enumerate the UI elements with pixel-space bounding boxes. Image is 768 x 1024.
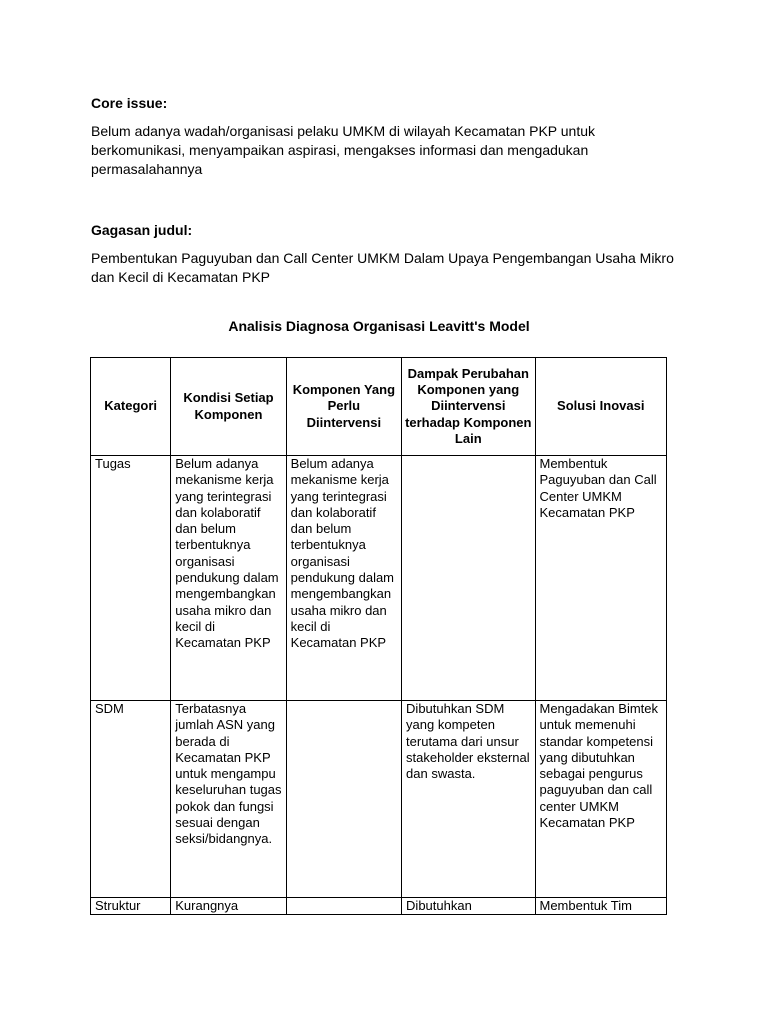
cell-text: Mengadakan Bimtek untuk memenuhi standar kompetensi yang dibutuhkan sebagai pengurus paguyuban dan call center UMKM Kecamatan PKP bbox=[539, 701, 659, 831]
cell-kategori bbox=[91, 898, 171, 915]
header-komponen: Komponen Yang Perlu Diintervensi bbox=[286, 358, 401, 456]
cell-text: Belum adanya mekanisme kerja yang terintegrasi dan kolaboratif dan belum terbentuknya organisasi pendukung dalam mengembangkan usaha mikro dan kecil di Kecamatan PKP bbox=[175, 456, 279, 651]
cell-kondisi bbox=[171, 701, 286, 898]
header-solusi: Solusi Inovasi bbox=[535, 358, 667, 456]
cell-text: Membentuk Paguyuban dan Call Center UMKM Kecamatan PKP bbox=[539, 456, 657, 520]
gagasan-heading: Gagasan judul: bbox=[91, 222, 193, 238]
cell-text: Dibutuhkan bbox=[406, 898, 472, 913]
core-issue-heading: Core issue: bbox=[91, 95, 168, 111]
cell-komponen bbox=[286, 898, 401, 915]
table-row bbox=[91, 898, 667, 915]
cell-kondisi bbox=[171, 456, 286, 701]
cell-text: Terbatasnya jumlah ASN yang berada di Kecamatan PKP untuk mengampu keseluruhan tugas pokok dan fungsi sesuai dengan seksi/bidangnya. bbox=[175, 701, 282, 847]
leavitt-diagnosis-table bbox=[90, 357, 667, 915]
cell-text: Belum adanya mekanisme kerja yang terintegrasi dan kolaboratif dan belum terbentuknya organisasi pendukung dalam mengembangkan usaha mikro dan kecil di Kecamatan PKP bbox=[290, 456, 395, 651]
cell-kondisi bbox=[171, 898, 286, 915]
cell-text: Dibutuhkan SDM yang kompeten terutama dari unsur stakeholder eksternal dan swasta. bbox=[406, 701, 530, 782]
core-issue-text: Belum adanya wadah/organisasi pelaku UMKM di wilayah Kecamatan PKP untuk berkomunikasi, menyampaikan aspirasi, mengakses informasi dan mengadukan permasalahannya bbox=[91, 123, 596, 177]
header-dampak: Dampak Perubahan Komponen yang Diintervensi terhadap Komponen Lain bbox=[402, 358, 535, 456]
cell-dampak bbox=[402, 701, 535, 898]
cell-dampak bbox=[402, 898, 535, 915]
table-row bbox=[91, 456, 667, 701]
cell-text: Membentuk Tim bbox=[539, 898, 632, 913]
cell-text: Kurangnya bbox=[175, 898, 239, 913]
gagasan-text: Pembentukan Paguyuban dan Call Center UMKM Dalam Upaya Pengembangan Usaha Mikro dan Kecil di Kecamatan PKP bbox=[91, 250, 674, 285]
cell-komponen bbox=[286, 701, 401, 898]
header-kondisi: Kondisi Setiap Komponen bbox=[171, 358, 286, 456]
table-header-row bbox=[91, 358, 667, 456]
cell-solusi bbox=[535, 898, 667, 915]
cell-text: SDM bbox=[95, 701, 124, 716]
cell-komponen bbox=[286, 456, 401, 701]
table-row bbox=[91, 701, 667, 898]
table-title: Analisis Diagnosa Organisasi Leavitt's Model bbox=[228, 318, 530, 334]
cell-text: Tugas bbox=[95, 456, 131, 471]
cell-text: Struktur bbox=[95, 898, 141, 913]
header-kategori: Kategori bbox=[91, 358, 171, 456]
cell-solusi bbox=[535, 701, 667, 898]
cell-kategori bbox=[91, 701, 171, 898]
cell-kategori bbox=[91, 456, 171, 701]
cell-solusi bbox=[535, 456, 667, 701]
cell-dampak bbox=[402, 456, 535, 701]
